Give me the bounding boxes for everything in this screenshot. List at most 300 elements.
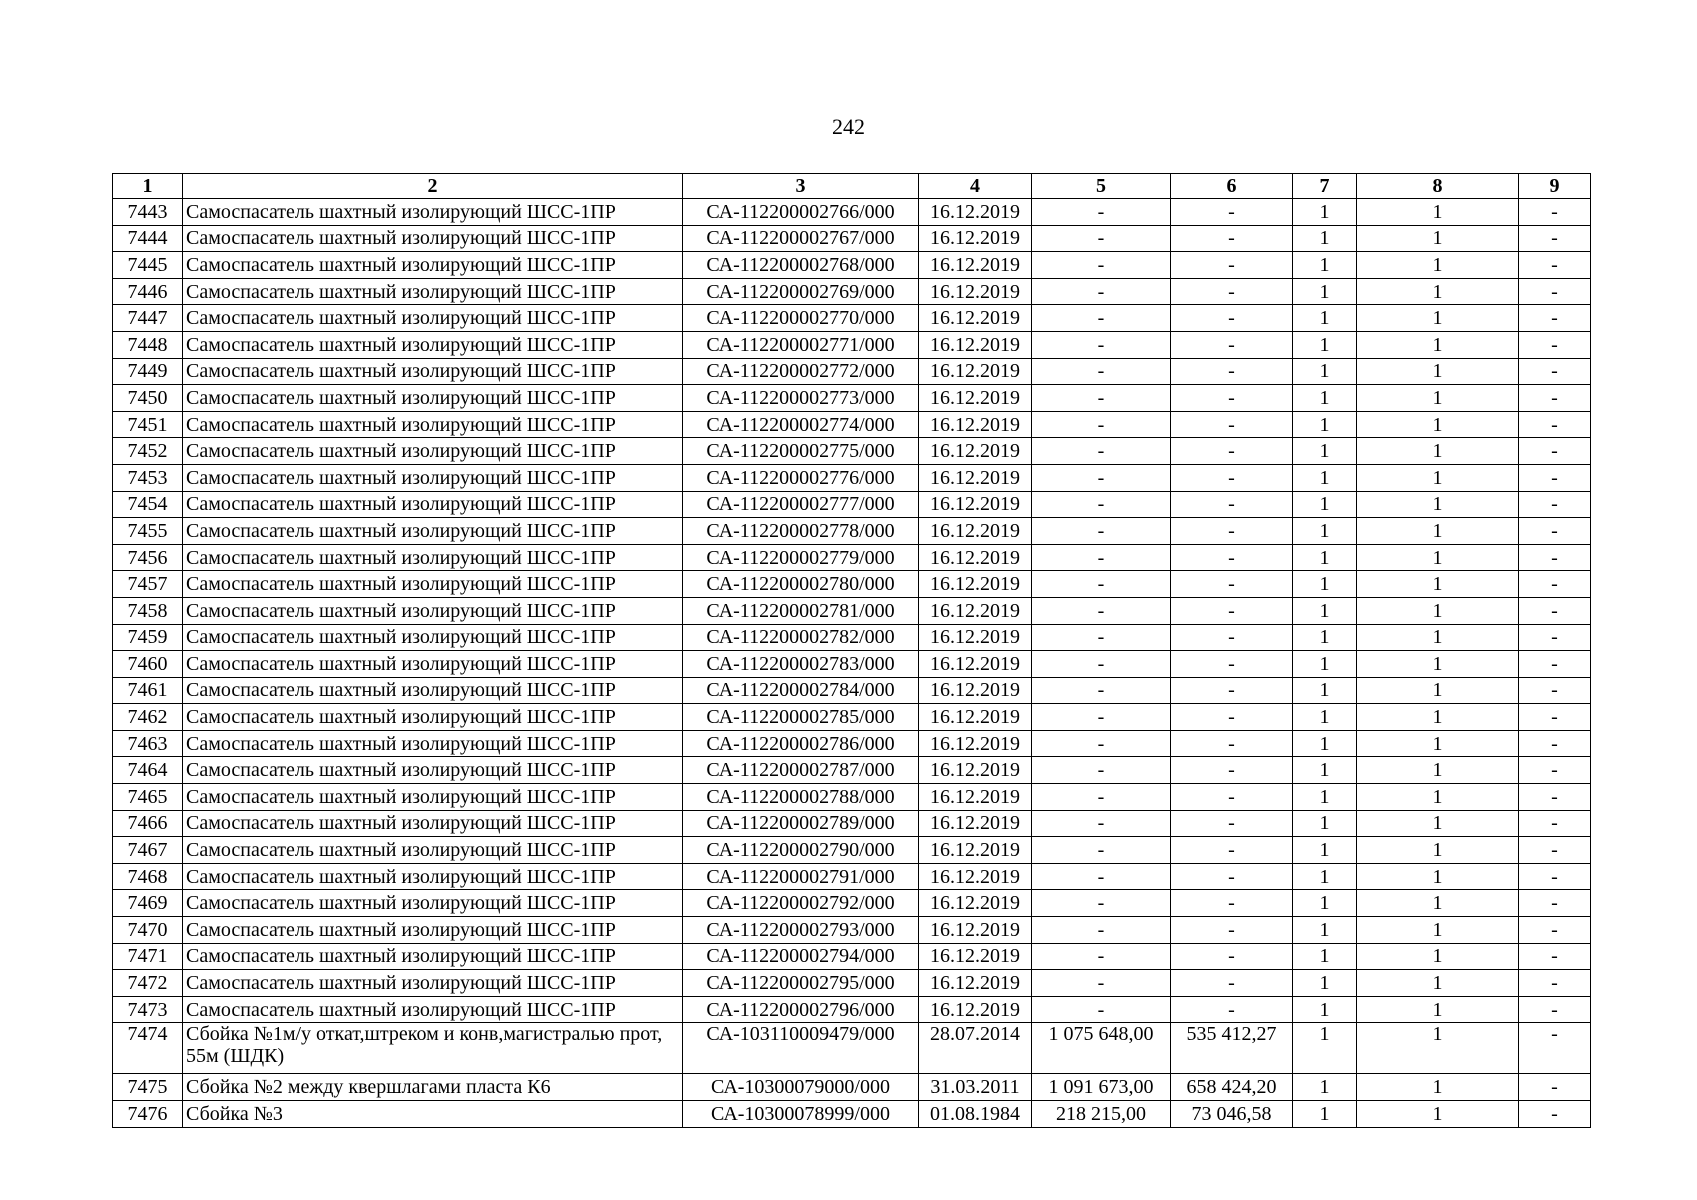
cell-inventory-code: СА-112200002787/000 bbox=[683, 757, 919, 784]
table-row bbox=[113, 571, 1591, 598]
cell-date: 01.08.1984 bbox=[919, 1101, 1032, 1128]
table-row bbox=[113, 677, 1591, 704]
column-header-5: 5 bbox=[1032, 174, 1171, 199]
cell-value-6: - bbox=[1171, 996, 1293, 1023]
cell-row-number: 7461 bbox=[113, 677, 183, 704]
cell-date: 16.12.2019 bbox=[919, 970, 1032, 997]
cell-row-number: 7470 bbox=[113, 917, 183, 944]
cell-value-5: - bbox=[1032, 704, 1171, 731]
cell-item-name: Самоспасатель шахтный изолирующий ШСС-1ПР bbox=[183, 757, 683, 784]
cell-value-9: - bbox=[1519, 917, 1591, 944]
cell-value-6: - bbox=[1171, 943, 1293, 970]
cell-value-6: - bbox=[1171, 917, 1293, 944]
cell-date: 31.03.2011 bbox=[919, 1074, 1032, 1101]
cell-value-9: - bbox=[1519, 491, 1591, 518]
table-row bbox=[113, 331, 1591, 358]
cell-value-9: - bbox=[1519, 996, 1591, 1023]
cell-value-5: - bbox=[1032, 917, 1171, 944]
table-row bbox=[113, 199, 1591, 226]
cell-value-7: 1 bbox=[1293, 331, 1357, 358]
cell-date: 28.07.2014 bbox=[919, 1023, 1032, 1074]
cell-value-5: - bbox=[1032, 571, 1171, 598]
cell-value-5: 1 075 648,00 bbox=[1032, 1023, 1171, 1074]
cell-inventory-code: СА-112200002790/000 bbox=[683, 837, 919, 864]
cell-value-7: 1 bbox=[1293, 677, 1357, 704]
cell-value-5: - bbox=[1032, 225, 1171, 252]
table-row bbox=[113, 704, 1591, 731]
cell-value-7: 1 bbox=[1293, 890, 1357, 917]
cell-item-name: Самоспасатель шахтный изолирующий ШСС-1ПР bbox=[183, 651, 683, 678]
cell-value-8: 1 bbox=[1357, 1074, 1519, 1101]
cell-item-name: Самоспасатель шахтный изолирующий ШСС-1ПР bbox=[183, 784, 683, 811]
cell-date: 16.12.2019 bbox=[919, 757, 1032, 784]
cell-row-number: 7468 bbox=[113, 863, 183, 890]
cell-row-number: 7463 bbox=[113, 730, 183, 757]
cell-inventory-code: СА-112200002779/000 bbox=[683, 544, 919, 571]
column-header-8: 8 bbox=[1357, 174, 1519, 199]
cell-value-6: - bbox=[1171, 278, 1293, 305]
cell-row-number: 7462 bbox=[113, 704, 183, 731]
cell-value-9: - bbox=[1519, 943, 1591, 970]
cell-row-number: 7474 bbox=[113, 1023, 183, 1074]
page-number: 242 bbox=[832, 114, 865, 139]
cell-value-9: - bbox=[1519, 518, 1591, 545]
inventory-table bbox=[112, 173, 1591, 1128]
table-row bbox=[113, 970, 1591, 997]
cell-item-name: Самоспасатель шахтный изолирующий ШСС-1ПР bbox=[183, 597, 683, 624]
cell-value-5: - bbox=[1032, 677, 1171, 704]
cell-value-6: - bbox=[1171, 544, 1293, 571]
cell-value-5: - bbox=[1032, 837, 1171, 864]
cell-date: 16.12.2019 bbox=[919, 518, 1032, 545]
cell-value-6: 658 424,20 bbox=[1171, 1074, 1293, 1101]
cell-value-9: - bbox=[1519, 438, 1591, 465]
cell-value-6: - bbox=[1171, 651, 1293, 678]
cell-inventory-code: СА-112200002768/000 bbox=[683, 252, 919, 279]
table-row bbox=[113, 730, 1591, 757]
cell-inventory-code: СА-112200002775/000 bbox=[683, 438, 919, 465]
cell-inventory-code: СА-112200002769/000 bbox=[683, 278, 919, 305]
cell-value-7: 1 bbox=[1293, 358, 1357, 385]
cell-row-number: 7443 bbox=[113, 199, 183, 226]
cell-value-5: - bbox=[1032, 970, 1171, 997]
table-row bbox=[113, 1074, 1591, 1101]
table-row bbox=[113, 411, 1591, 438]
cell-value-9: - bbox=[1519, 305, 1591, 332]
cell-value-7: 1 bbox=[1293, 730, 1357, 757]
cell-value-9: - bbox=[1519, 970, 1591, 997]
cell-value-6: - bbox=[1171, 704, 1293, 731]
cell-value-6: - bbox=[1171, 225, 1293, 252]
cell-value-8: 1 bbox=[1357, 544, 1519, 571]
table-row bbox=[113, 1023, 1591, 1074]
cell-value-8: 1 bbox=[1357, 331, 1519, 358]
cell-inventory-code: СА-112200002784/000 bbox=[683, 677, 919, 704]
cell-value-6: - bbox=[1171, 810, 1293, 837]
cell-date: 16.12.2019 bbox=[919, 385, 1032, 412]
cell-value-9: - bbox=[1519, 199, 1591, 226]
cell-row-number: 7450 bbox=[113, 385, 183, 412]
cell-value-9: - bbox=[1519, 544, 1591, 571]
column-header-7: 7 bbox=[1293, 174, 1357, 199]
cell-value-8: 1 bbox=[1357, 757, 1519, 784]
column-header-9: 9 bbox=[1519, 174, 1591, 199]
cell-value-7: 1 bbox=[1293, 385, 1357, 412]
cell-value-5: - bbox=[1032, 491, 1171, 518]
cell-value-9: - bbox=[1519, 571, 1591, 598]
cell-value-7: 1 bbox=[1293, 1101, 1357, 1128]
cell-value-7: 1 bbox=[1293, 863, 1357, 890]
column-header-4: 4 bbox=[919, 174, 1032, 199]
cell-item-name: Сбойка №3 bbox=[183, 1101, 683, 1128]
cell-value-7: 1 bbox=[1293, 518, 1357, 545]
cell-value-9: - bbox=[1519, 411, 1591, 438]
cell-inventory-code: СА-112200002777/000 bbox=[683, 491, 919, 518]
cell-value-7: 1 bbox=[1293, 757, 1357, 784]
cell-value-9: - bbox=[1519, 252, 1591, 279]
cell-value-5: - bbox=[1032, 438, 1171, 465]
cell-date: 16.12.2019 bbox=[919, 597, 1032, 624]
cell-row-number: 7459 bbox=[113, 624, 183, 651]
table-row bbox=[113, 385, 1591, 412]
cell-inventory-code: СА-112200002785/000 bbox=[683, 704, 919, 731]
cell-value-5: 218 215,00 bbox=[1032, 1101, 1171, 1128]
table-row bbox=[113, 863, 1591, 890]
cell-inventory-code: СА-112200002778/000 bbox=[683, 518, 919, 545]
cell-date: 16.12.2019 bbox=[919, 784, 1032, 811]
cell-item-name: Самоспасатель шахтный изолирующий ШСС-1ПР bbox=[183, 943, 683, 970]
cell-row-number: 7469 bbox=[113, 890, 183, 917]
cell-row-number: 7465 bbox=[113, 784, 183, 811]
cell-date: 16.12.2019 bbox=[919, 491, 1032, 518]
cell-value-9: - bbox=[1519, 837, 1591, 864]
cell-inventory-code: СА-112200002788/000 bbox=[683, 784, 919, 811]
table-row bbox=[113, 491, 1591, 518]
cell-item-name: Самоспасатель шахтный изолирующий ШСС-1ПР bbox=[183, 199, 683, 226]
cell-value-7: 1 bbox=[1293, 784, 1357, 811]
cell-value-5: - bbox=[1032, 996, 1171, 1023]
cell-value-7: 1 bbox=[1293, 624, 1357, 651]
cell-row-number: 7472 bbox=[113, 970, 183, 997]
cell-value-8: 1 bbox=[1357, 863, 1519, 890]
cell-value-6: - bbox=[1171, 571, 1293, 598]
cell-item-name: Самоспасатель шахтный изолирующий ШСС-1ПР bbox=[183, 358, 683, 385]
cell-item-name: Самоспасатель шахтный изолирующий ШСС-1ПР bbox=[183, 917, 683, 944]
cell-value-9: - bbox=[1519, 225, 1591, 252]
cell-value-7: 1 bbox=[1293, 810, 1357, 837]
cell-value-8: 1 bbox=[1357, 411, 1519, 438]
cell-value-6: - bbox=[1171, 305, 1293, 332]
cell-value-5: - bbox=[1032, 464, 1171, 491]
cell-date: 16.12.2019 bbox=[919, 651, 1032, 678]
cell-value-8: 1 bbox=[1357, 438, 1519, 465]
cell-date: 16.12.2019 bbox=[919, 730, 1032, 757]
cell-date: 16.12.2019 bbox=[919, 358, 1032, 385]
cell-inventory-code: СА-112200002791/000 bbox=[683, 863, 919, 890]
cell-item-name: Самоспасатель шахтный изолирующий ШСС-1ПР bbox=[183, 571, 683, 598]
cell-value-6: - bbox=[1171, 837, 1293, 864]
cell-value-6: - bbox=[1171, 677, 1293, 704]
table-row bbox=[113, 597, 1591, 624]
cell-value-8: 1 bbox=[1357, 970, 1519, 997]
cell-value-5: - bbox=[1032, 890, 1171, 917]
cell-value-8: 1 bbox=[1357, 730, 1519, 757]
cell-date: 16.12.2019 bbox=[919, 677, 1032, 704]
cell-row-number: 7447 bbox=[113, 305, 183, 332]
cell-inventory-code: СА-112200002795/000 bbox=[683, 970, 919, 997]
cell-value-5: - bbox=[1032, 730, 1171, 757]
cell-value-7: 1 bbox=[1293, 651, 1357, 678]
cell-item-name: Самоспасатель шахтный изолирующий ШСС-1ПР bbox=[183, 810, 683, 837]
cell-row-number: 7467 bbox=[113, 837, 183, 864]
cell-value-7: 1 bbox=[1293, 491, 1357, 518]
cell-item-name: Самоспасатель шахтный изолирующий ШСС-1ПР bbox=[183, 464, 683, 491]
cell-inventory-code: СА-112200002786/000 bbox=[683, 730, 919, 757]
cell-value-5: - bbox=[1032, 863, 1171, 890]
cell-value-7: 1 bbox=[1293, 464, 1357, 491]
table-row bbox=[113, 252, 1591, 279]
cell-inventory-code: СА-112200002782/000 bbox=[683, 624, 919, 651]
cell-value-5: - bbox=[1032, 757, 1171, 784]
table-row bbox=[113, 518, 1591, 545]
table-row bbox=[113, 358, 1591, 385]
cell-value-8: 1 bbox=[1357, 996, 1519, 1023]
cell-item-name: Самоспасатель шахтный изолирующий ШСС-1ПР bbox=[183, 837, 683, 864]
cell-value-8: 1 bbox=[1357, 624, 1519, 651]
cell-value-7: 1 bbox=[1293, 704, 1357, 731]
cell-value-9: - bbox=[1519, 784, 1591, 811]
column-header-1: 1 bbox=[113, 174, 183, 199]
cell-item-name: Самоспасатель шахтный изолирующий ШСС-1ПР bbox=[183, 677, 683, 704]
cell-value-8: 1 bbox=[1357, 464, 1519, 491]
cell-inventory-code: СА-112200002773/000 bbox=[683, 385, 919, 412]
cell-value-6: - bbox=[1171, 597, 1293, 624]
cell-value-7: 1 bbox=[1293, 1074, 1357, 1101]
cell-value-5: - bbox=[1032, 784, 1171, 811]
cell-value-8: 1 bbox=[1357, 1101, 1519, 1128]
cell-row-number: 7458 bbox=[113, 597, 183, 624]
cell-value-6: - bbox=[1171, 385, 1293, 412]
cell-value-8: 1 bbox=[1357, 518, 1519, 545]
column-header-3: 3 bbox=[683, 174, 919, 199]
cell-value-7: 1 bbox=[1293, 305, 1357, 332]
cell-value-9: - bbox=[1519, 863, 1591, 890]
cell-date: 16.12.2019 bbox=[919, 199, 1032, 226]
cell-value-8: 1 bbox=[1357, 278, 1519, 305]
table-row bbox=[113, 810, 1591, 837]
cell-value-9: - bbox=[1519, 464, 1591, 491]
cell-value-7: 1 bbox=[1293, 544, 1357, 571]
cell-value-6: - bbox=[1171, 863, 1293, 890]
cell-value-7: 1 bbox=[1293, 278, 1357, 305]
cell-item-name: Самоспасатель шахтный изолирующий ШСС-1ПР bbox=[183, 544, 683, 571]
table-row bbox=[113, 225, 1591, 252]
cell-value-6: - bbox=[1171, 331, 1293, 358]
cell-value-9: - bbox=[1519, 651, 1591, 678]
cell-value-6: - bbox=[1171, 199, 1293, 226]
cell-inventory-code: СА-112200002783/000 bbox=[683, 651, 919, 678]
cell-row-number: 7455 bbox=[113, 518, 183, 545]
cell-item-name: Самоспасатель шахтный изолирующий ШСС-1ПР bbox=[183, 491, 683, 518]
cell-value-5: - bbox=[1032, 252, 1171, 279]
cell-date: 16.12.2019 bbox=[919, 411, 1032, 438]
cell-item-name: Самоспасатель шахтный изолирующий ШСС-1ПР bbox=[183, 624, 683, 651]
cell-value-7: 1 bbox=[1293, 917, 1357, 944]
cell-value-5: - bbox=[1032, 943, 1171, 970]
cell-value-6: - bbox=[1171, 890, 1293, 917]
cell-row-number: 7453 bbox=[113, 464, 183, 491]
cell-value-8: 1 bbox=[1357, 305, 1519, 332]
cell-value-9: - bbox=[1519, 358, 1591, 385]
cell-date: 16.12.2019 bbox=[919, 544, 1032, 571]
cell-value-7: 1 bbox=[1293, 252, 1357, 279]
cell-value-5: - bbox=[1032, 358, 1171, 385]
cell-value-6: - bbox=[1171, 730, 1293, 757]
cell-value-9: - bbox=[1519, 624, 1591, 651]
cell-value-6: - bbox=[1171, 624, 1293, 651]
cell-date: 16.12.2019 bbox=[919, 863, 1032, 890]
cell-inventory-code: СА-112200002793/000 bbox=[683, 917, 919, 944]
cell-item-name: Самоспасатель шахтный изолирующий ШСС-1ПР bbox=[183, 278, 683, 305]
cell-item-name: Самоспасатель шахтный изолирующий ШСС-1ПР bbox=[183, 305, 683, 332]
cell-value-6: - bbox=[1171, 464, 1293, 491]
cell-inventory-code: СА-10300078999/000 bbox=[683, 1101, 919, 1128]
cell-item-name: Сбойка №2 между квершлагами пласта К6 bbox=[183, 1074, 683, 1101]
cell-item-name: Самоспасатель шахтный изолирующий ШСС-1ПР bbox=[183, 252, 683, 279]
cell-row-number: 7460 bbox=[113, 651, 183, 678]
table-row bbox=[113, 305, 1591, 332]
cell-value-9: - bbox=[1519, 1074, 1591, 1101]
table-row bbox=[113, 651, 1591, 678]
cell-value-8: 1 bbox=[1357, 597, 1519, 624]
cell-date: 16.12.2019 bbox=[919, 917, 1032, 944]
table-row bbox=[113, 890, 1591, 917]
cell-item-name: Самоспасатель шахтный изолирующий ШСС-1ПР bbox=[183, 331, 683, 358]
cell-value-9: - bbox=[1519, 1023, 1591, 1074]
cell-value-6: - bbox=[1171, 518, 1293, 545]
cell-inventory-code: СА-112200002767/000 bbox=[683, 225, 919, 252]
cell-row-number: 7473 bbox=[113, 996, 183, 1023]
cell-inventory-code: СА-112200002772/000 bbox=[683, 358, 919, 385]
cell-value-5: - bbox=[1032, 199, 1171, 226]
cell-value-9: - bbox=[1519, 730, 1591, 757]
cell-date: 16.12.2019 bbox=[919, 571, 1032, 598]
cell-value-5: - bbox=[1032, 597, 1171, 624]
cell-row-number: 7449 bbox=[113, 358, 183, 385]
table-row bbox=[113, 784, 1591, 811]
cell-value-8: 1 bbox=[1357, 890, 1519, 917]
cell-value-8: 1 bbox=[1357, 358, 1519, 385]
cell-value-8: 1 bbox=[1357, 1023, 1519, 1074]
cell-value-5: - bbox=[1032, 305, 1171, 332]
cell-row-number: 7471 bbox=[113, 943, 183, 970]
table-row bbox=[113, 278, 1591, 305]
cell-value-8: 1 bbox=[1357, 837, 1519, 864]
table-row bbox=[113, 544, 1591, 571]
cell-value-6: - bbox=[1171, 438, 1293, 465]
cell-value-5: - bbox=[1032, 544, 1171, 571]
cell-value-5: - bbox=[1032, 810, 1171, 837]
cell-date: 16.12.2019 bbox=[919, 943, 1032, 970]
cell-value-8: 1 bbox=[1357, 651, 1519, 678]
cell-value-7: 1 bbox=[1293, 597, 1357, 624]
cell-value-6: 73 046,58 bbox=[1171, 1101, 1293, 1128]
cell-date: 16.12.2019 bbox=[919, 225, 1032, 252]
cell-value-6: - bbox=[1171, 252, 1293, 279]
cell-value-9: - bbox=[1519, 385, 1591, 412]
cell-value-7: 1 bbox=[1293, 411, 1357, 438]
cell-item-name: Самоспасатель шахтный изолирующий ШСС-1ПР bbox=[183, 970, 683, 997]
table-row bbox=[113, 624, 1591, 651]
cell-inventory-code: СА-112200002792/000 bbox=[683, 890, 919, 917]
cell-row-number: 7464 bbox=[113, 757, 183, 784]
cell-value-6: 535 412,27 bbox=[1171, 1023, 1293, 1074]
table-row bbox=[113, 464, 1591, 491]
cell-value-9: - bbox=[1519, 890, 1591, 917]
cell-date: 16.12.2019 bbox=[919, 704, 1032, 731]
cell-value-6: - bbox=[1171, 970, 1293, 997]
cell-value-5: - bbox=[1032, 624, 1171, 651]
cell-item-name: Самоспасатель шахтный изолирующий ШСС-1ПР bbox=[183, 730, 683, 757]
cell-value-9: - bbox=[1519, 278, 1591, 305]
cell-value-7: 1 bbox=[1293, 970, 1357, 997]
cell-value-6: - bbox=[1171, 411, 1293, 438]
cell-row-number: 7457 bbox=[113, 571, 183, 598]
cell-date: 16.12.2019 bbox=[919, 890, 1032, 917]
column-header-2: 2 bbox=[183, 174, 683, 199]
cell-inventory-code: СА-112200002781/000 bbox=[683, 597, 919, 624]
table-row bbox=[113, 837, 1591, 864]
cell-date: 16.12.2019 bbox=[919, 278, 1032, 305]
cell-row-number: 7444 bbox=[113, 225, 183, 252]
table-row bbox=[113, 1101, 1591, 1128]
cell-value-8: 1 bbox=[1357, 704, 1519, 731]
cell-value-5: - bbox=[1032, 651, 1171, 678]
cell-date: 16.12.2019 bbox=[919, 331, 1032, 358]
cell-date: 16.12.2019 bbox=[919, 252, 1032, 279]
cell-inventory-code: СА-112200002794/000 bbox=[683, 943, 919, 970]
cell-row-number: 7445 bbox=[113, 252, 183, 279]
cell-date: 16.12.2019 bbox=[919, 810, 1032, 837]
cell-date: 16.12.2019 bbox=[919, 305, 1032, 332]
cell-value-9: - bbox=[1519, 331, 1591, 358]
cell-value-8: 1 bbox=[1357, 571, 1519, 598]
cell-item-name: Самоспасатель шахтный изолирующий ШСС-1ПР bbox=[183, 863, 683, 890]
cell-value-6: - bbox=[1171, 491, 1293, 518]
cell-item-name: Самоспасатель шахтный изолирующий ШСС-1ПР bbox=[183, 385, 683, 412]
cell-item-name: Самоспасатель шахтный изолирующий ШСС-1ПР bbox=[183, 225, 683, 252]
cell-value-8: 1 bbox=[1357, 385, 1519, 412]
cell-value-8: 1 bbox=[1357, 943, 1519, 970]
cell-value-7: 1 bbox=[1293, 943, 1357, 970]
cell-value-9: - bbox=[1519, 677, 1591, 704]
cell-value-5: 1 091 673,00 bbox=[1032, 1074, 1171, 1101]
cell-value-7: 1 bbox=[1293, 438, 1357, 465]
cell-inventory-code: СА-10300079000/000 bbox=[683, 1074, 919, 1101]
cell-row-number: 7448 bbox=[113, 331, 183, 358]
cell-value-9: - bbox=[1519, 704, 1591, 731]
cell-value-5: - bbox=[1032, 411, 1171, 438]
cell-value-6: - bbox=[1171, 358, 1293, 385]
cell-inventory-code: СА-112200002774/000 bbox=[683, 411, 919, 438]
cell-value-7: 1 bbox=[1293, 199, 1357, 226]
cell-inventory-code: СА-112200002766/000 bbox=[683, 199, 919, 226]
cell-row-number: 7456 bbox=[113, 544, 183, 571]
cell-row-number: 7475 bbox=[113, 1074, 183, 1101]
cell-value-7: 1 bbox=[1293, 1023, 1357, 1074]
cell-value-9: - bbox=[1519, 757, 1591, 784]
table-row bbox=[113, 438, 1591, 465]
